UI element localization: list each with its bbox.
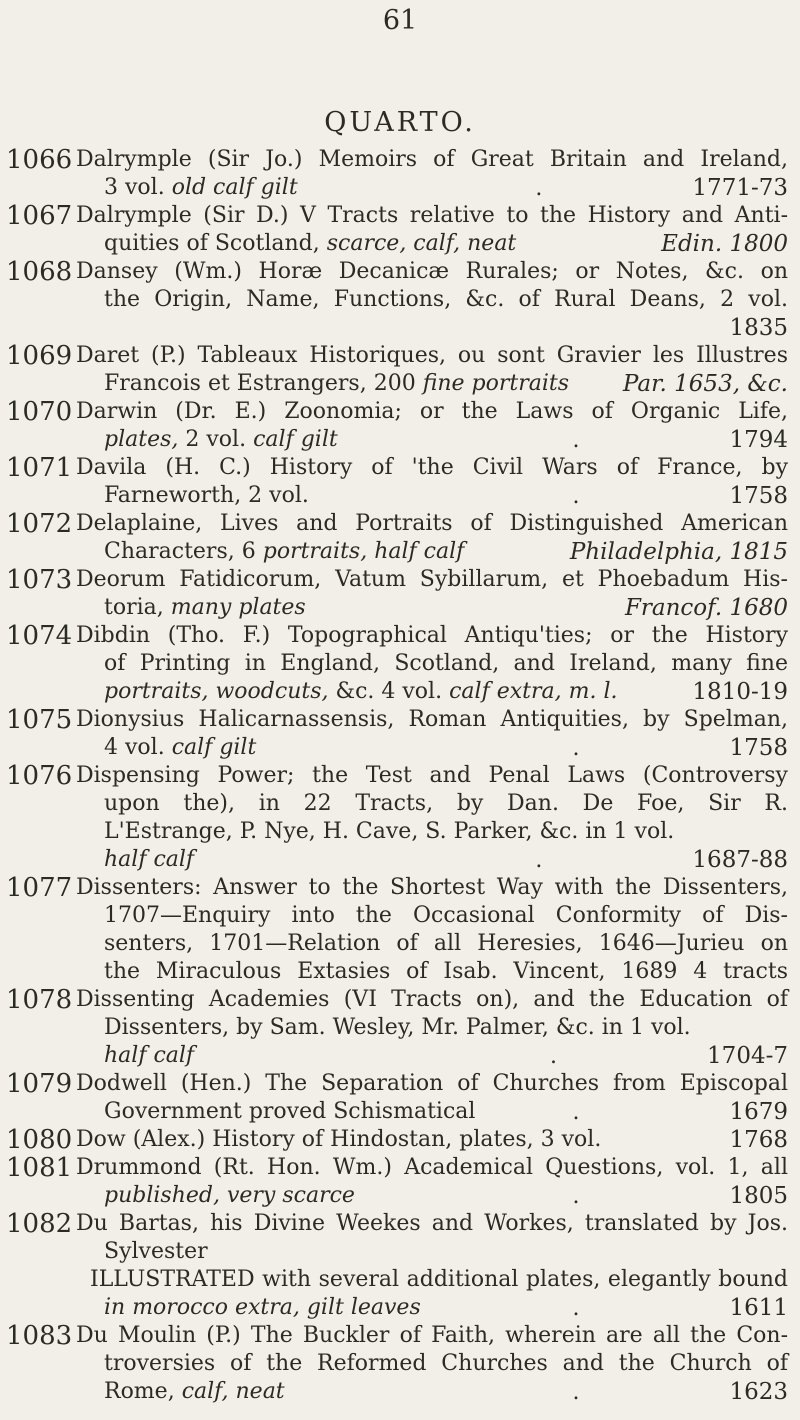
entry-line: Daret (P.) Tableaux Historiques, ou sont Gravier les Illustres <box>76 343 788 368</box>
entry-line: Dalrymple (Sir Jo.) Memoirs of Great Britain and Ireland, <box>76 147 788 172</box>
catalogue-entry <box>0 1322 800 1406</box>
catalogue-entry <box>0 398 800 454</box>
entry-year: 1687-88 <box>692 847 788 873</box>
catalogue-entry <box>0 986 800 1070</box>
catalogue-entry <box>0 342 800 398</box>
entry-year: Francof. 1680 <box>624 595 788 621</box>
entry-line: the Origin, Name, Functions, &c. of Rural Deans, 2 vol. <box>104 287 788 312</box>
entry-line: ILLUSTRATED with several additional plates, elegantly bound <box>90 1267 788 1292</box>
tail-italic: calf gilt <box>253 427 338 452</box>
entry-tail <box>104 314 788 342</box>
lot-number: 1082 <box>6 1209 73 1239</box>
tail-italic: portraits, half calf <box>262 539 465 564</box>
entry-line: Davila (H. C.) History of 'the Civil Wars of France, by <box>76 455 788 480</box>
entry-line: Du Bartas, his Divine Weekes and Workes, translated by Jos. <box>76 1211 788 1236</box>
tail-text: 3 vol. <box>104 175 165 200</box>
lot-number: 1073 <box>6 565 73 595</box>
tail-italic: old calf gilt <box>171 175 298 200</box>
entry-tail: Rome, calf, neat . 1623 <box>104 1379 788 1405</box>
tail-text: Farneworth, 2 vol. <box>104 483 309 508</box>
entry-line: Drummond (Rt. Hon. Wm.) Academical Questions, vol. 1, all <box>76 1155 788 1180</box>
entry-year: 1771-73 <box>692 175 788 201</box>
entry-tail <box>104 594 788 622</box>
entry-tail: Farneworth, 2 vol. . 1758 <box>104 483 788 509</box>
entry-tail <box>104 538 788 566</box>
catalogue-entry <box>0 146 800 202</box>
catalogue-entry <box>0 258 800 342</box>
catalogue-entry <box>0 874 800 986</box>
entry-tail: half calf . 1687-88 <box>104 847 788 873</box>
tail-text: Government proved Schismatical <box>104 1099 476 1124</box>
entry-line: Dispensing Power; the Test and Penal Laws (Controversy <box>76 763 788 788</box>
entry-line: Dissenters, by Sam. Wesley, Mr. Palmer, &c. in 1 vol. <box>104 1015 691 1040</box>
entry-tail: half calf . 1704-7 <box>104 1043 788 1069</box>
entry-year: 1794 <box>729 427 788 453</box>
catalogue-entry <box>0 1070 800 1126</box>
entry-tail <box>104 230 788 258</box>
catalogue-entry <box>0 622 800 706</box>
tail-text: &c. 4 vol. <box>335 679 443 704</box>
entry-year: Par. 1653, &c. <box>622 371 788 397</box>
entry-line: troversies of the Reformed Churches and the Church of <box>104 1351 788 1376</box>
tail-text: toria, <box>104 595 164 620</box>
entry-line: L'Estrange, P. Nye, H. Cave, S. Parker, &c. in 1 vol. <box>104 819 675 844</box>
lot-number: 1074 <box>6 621 73 651</box>
tail-italic: scarce, calf, neat <box>326 231 517 256</box>
tail-italic: half calf <box>104 847 195 872</box>
tail-text: Francois et Estrangers, 200 <box>104 371 416 396</box>
entry-year: 1611 <box>729 1295 788 1321</box>
entry-tail: 3 vol. old calf gilt . 1771-73 <box>104 175 788 201</box>
lot-number: 1076 <box>6 761 73 791</box>
entry-year: 1805 <box>729 1183 788 1209</box>
catalogue-entry <box>0 1154 800 1210</box>
tail-italic: fine portraits <box>422 371 570 396</box>
lot-number: 1069 <box>6 341 73 371</box>
entry-line: Sylvester <box>104 1239 208 1264</box>
tail-italic: in morocco extra, gilt leaves <box>104 1295 421 1320</box>
entry-line: the Miraculous Extasies of Isab. Vincent, 1689 4 tracts <box>104 959 788 984</box>
tail-italic: plates, <box>104 427 179 452</box>
catalogue-entry <box>0 454 800 510</box>
tail-text: Characters, 6 <box>104 539 256 564</box>
lot-number: 1075 <box>6 705 73 735</box>
catalogue-entry <box>0 1126 800 1154</box>
entry-year: 1623 <box>729 1379 788 1405</box>
entry-line: upon the), in 22 Tracts, by Dan. De Foe, Sir R. <box>104 791 788 816</box>
entry-line: Dissenting Academies (VI Tracts on), and the Education of <box>76 987 788 1012</box>
section-heading: QUARTO. <box>324 107 476 138</box>
entry-year: 1758 <box>729 483 788 509</box>
entry-list <box>0 146 800 1406</box>
entry-tail: plates, 2 vol. calf gilt . 1794 <box>104 427 788 453</box>
entry-tail <box>104 678 788 706</box>
lot-number: 1081 <box>6 1153 73 1183</box>
lot-number: 1079 <box>6 1069 73 1099</box>
entry-text: Dow (Alex.) History of Hindostan, plates, 3 vol. <box>76 1127 602 1152</box>
entry-year: 1679 <box>729 1099 788 1125</box>
entry-line: Deorum Fatidicorum, Vatum Sybillarum, et Phoebadum His- <box>76 567 788 592</box>
entry-line: 1707—Enquiry into the Occasional Conformity of Dis- <box>104 903 788 928</box>
entry-tail: published, very scarce . 1805 <box>104 1183 788 1209</box>
entry-line: Dodwell (Hen.) The Separation of Churches from Episcopal <box>76 1071 788 1096</box>
lot-number: 1066 <box>6 145 73 175</box>
lot-number: 1070 <box>6 397 73 427</box>
lot-number: 1078 <box>6 985 73 1015</box>
entry-line: Dalrymple (Sir D.) V Tracts relative to the History and Anti- <box>76 203 788 228</box>
tail-italic: portraits, woodcuts, <box>104 679 329 704</box>
tail-italic: calf gilt <box>171 735 257 760</box>
entry-line <box>76 1126 788 1154</box>
entry-year: Edin. 1800 <box>661 231 788 257</box>
entry-year: 1758 <box>729 735 788 761</box>
entry-line: Dibdin (Tho. F.) Topographical Antiqu'ties; or the History <box>76 623 788 648</box>
tail-italic: published, very scarce <box>104 1183 355 1208</box>
lot-number: 1077 <box>6 873 73 903</box>
tail-text: 2 vol. <box>185 427 247 452</box>
entry-year: Philadelphia, 1815 <box>569 539 788 565</box>
entry-year: 1810-19 <box>692 679 788 705</box>
catalogue-entry <box>0 762 800 874</box>
entry-year: 1835 <box>729 315 788 341</box>
entry-line: senters, 1701—Relation of all Heresies, 1646—Jurieu on <box>104 931 788 956</box>
entry-line: Darwin (Dr. E.) Zoonomia; or the Laws of Organic Life, <box>76 399 788 424</box>
entry-tail: Government proved Schismatical . 1679 <box>104 1099 788 1125</box>
lot-number: 1072 <box>6 509 73 539</box>
lot-number: 1068 <box>6 257 73 287</box>
lot-number: 1083 <box>6 1321 73 1351</box>
entry-line: Dionysius Halicarnassensis, Roman Antiquities, by Spelman, <box>76 707 788 732</box>
entry-year: 1768 <box>729 1127 788 1153</box>
entry-line: Dissenters: Answer to the Shortest Way with the Dissenters, <box>76 875 788 900</box>
entry-line: Du Moulin (P.) The Buckler of Faith, wherein are all the Con- <box>76 1323 788 1348</box>
tail-text: Rome, <box>104 1379 175 1404</box>
entry-year: 1704-7 <box>707 1043 788 1069</box>
entry-line: Dansey (Wm.) Horæ Decanicæ Rurales; or Notes, &c. on <box>76 259 788 284</box>
lot-number: 1071 <box>6 453 73 483</box>
tail-italic: calf extra, m. l. <box>449 679 618 704</box>
catalogue-entry <box>0 566 800 622</box>
page-number: 61 <box>382 5 418 36</box>
catalogue-entry <box>0 510 800 566</box>
entry-tail <box>104 370 788 398</box>
catalogue-entry <box>0 202 800 258</box>
lot-number: 1080 <box>6 1125 73 1155</box>
tail-italic: half calf <box>104 1043 195 1068</box>
tail-italic: calf, neat <box>181 1379 285 1404</box>
tail-italic: many plates <box>170 595 306 620</box>
entry-tail: in morocco extra, gilt leaves . 1611 <box>104 1295 788 1321</box>
entry-tail: 4 vol. calf gilt . 1758 <box>104 735 788 761</box>
tail-text: 4 vol. <box>104 735 165 760</box>
entry-line: of Printing in England, Scotland, and Ireland, many fine <box>104 651 788 676</box>
entry-line: Delaplaine, Lives and Portraits of Distinguished American <box>76 511 788 536</box>
catalogue-entry <box>0 706 800 762</box>
tail-text: quities of Scotland, <box>104 231 320 256</box>
lot-number: 1067 <box>6 201 73 231</box>
catalogue-entry <box>0 1210 800 1322</box>
